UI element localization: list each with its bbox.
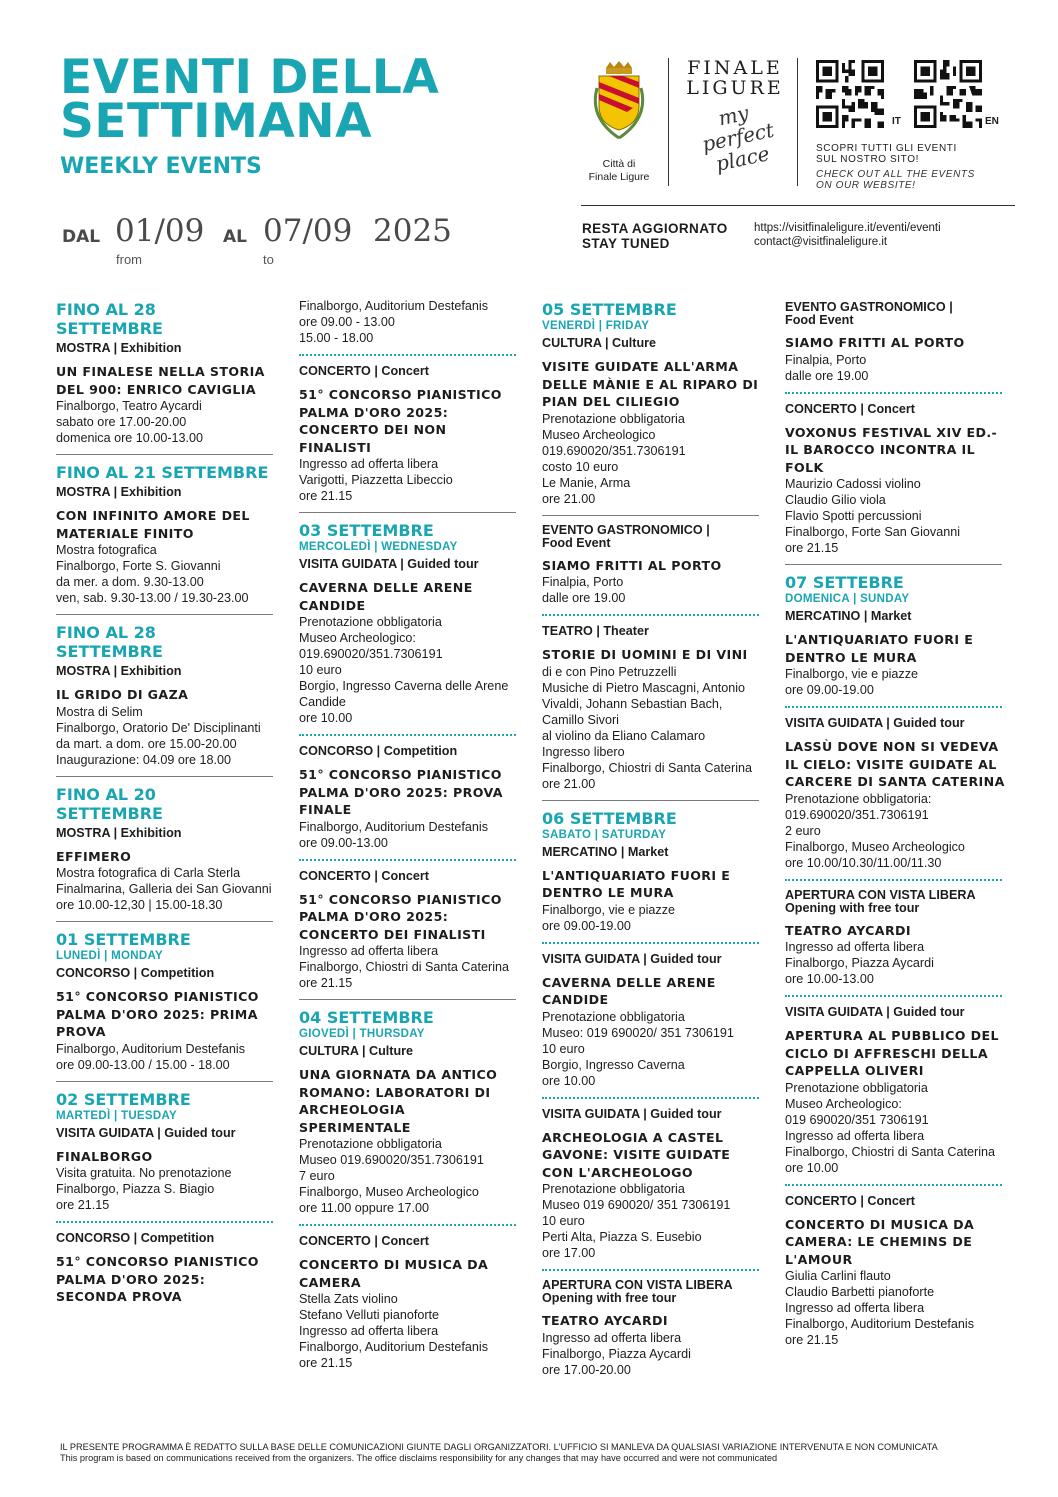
event-category: MOSTRA | Exhibition xyxy=(56,825,182,840)
al-label: AL xyxy=(223,227,247,247)
date-heading: 02 SETTEMBRE xyxy=(56,1089,191,1109)
stay-line-2: STAY TUNED xyxy=(582,236,670,251)
section-divider xyxy=(56,454,273,455)
event-title: SIAMO FRITTI AL PORTO xyxy=(785,335,965,350)
section-divider xyxy=(56,1081,273,1082)
event-category: MOSTRA | Exhibition xyxy=(56,664,182,678)
event-details: Finalborgo, Teatro Aycardi sabato ore 17.00-20.00 domenica ore 10.00-13.00 xyxy=(56,399,204,445)
event-details: Finalpia, Porto dalle ore 19.00 xyxy=(785,352,869,383)
event-details: Ingresso ad offerta libera Finalborgo, Piazza Aycardi ore 17.00-20.00 xyxy=(542,1330,691,1377)
event-details: Ingresso ad offerta libera Finalborgo, Chiostri di Santa Caterina ore 21.15 xyxy=(299,944,510,990)
date-heading: FINO AL 28 SETTEMBRE xyxy=(56,300,163,338)
event-details: Giulia Carlini flauto Claudio Barbetti pianoforte Ingresso ad offerta libera Finalborgo, Auditorium Destefanis ore 21.15 xyxy=(785,1269,975,1347)
brand-logo xyxy=(668,58,798,186)
date-range xyxy=(62,213,482,273)
event-category: CULTURA | Culture xyxy=(299,1044,414,1058)
brand-line-1: FINALE xyxy=(687,57,783,79)
section-divider xyxy=(542,515,759,516)
stay-line-1: RESTA AGGIORNATO xyxy=(582,221,728,236)
weekday-label: GIOVEDÌ | THURSDAY xyxy=(299,1028,425,1040)
event-category: MOSTRA | Exhibition xyxy=(56,341,182,355)
event-divider xyxy=(785,392,1002,394)
title-line-1: EVENTI DELLA xyxy=(60,50,440,105)
event-details: di e con Pino Petruzzelli Musiche di Pietro Mascagni, Antonio Vivaldi, Johann Sebastian Bach, Camillo Sivori al violino da Eliano Calamaro Ingresso libero Finalborgo, Chiostri di Santa Caterina ore 21.00 xyxy=(542,664,753,791)
event-details: Ingresso ad offerta libera Varigotti, Piazzetta Libeccio ore 21.15 xyxy=(299,457,453,503)
event-category: CULTURA | Culture xyxy=(542,336,657,350)
website-link[interactable]: https://visitfinaleligure.it/eventi/eventi xyxy=(754,222,941,234)
event-details: Finalborgo, vie e piazze ore 09.00-19.00 xyxy=(542,902,676,933)
event-details: Prenotazione obbligatoria Museo 019 690020/ 351 7306191 10 euro Perti Alta, Piazza S. Eusebio ore 17.00 xyxy=(542,1182,731,1260)
event-divider xyxy=(299,859,516,861)
event-details: Mostra fotografica Finalborgo, Forte S. Giovanni da mer. a dom. 9.30-13.00 ven, sab. 9.30-13.00 / 19.30-23.00 xyxy=(56,543,249,605)
event-details: Finalborgo, Auditorium Destefanis ore 09.00-13.00 / 15.00 - 18.00 xyxy=(56,1041,246,1072)
event-details: Prenotazione obbligatoria: 019.690020/351.7306191 2 euro Finalborgo, Museo Archeologico ore 10.00/10.30/11.00/11.30 xyxy=(785,791,965,870)
event-category: VISITA GUIDATA | Guided tour xyxy=(785,1005,965,1019)
event-title: LASSÙ DOVE NON SI VEDEVA IL CIELO: VISITE GUIDATE AL CARCERE DI SANTA CATERINA xyxy=(785,739,1005,789)
events-column-4 xyxy=(785,298,1005,1348)
event-details: Finalborgo, Auditorium Destefanis ore 09.00 - 13.00 15.00 - 18.00 xyxy=(299,299,489,345)
event-divider xyxy=(542,942,759,944)
event-category: VISITA GUIDATA | Guided tour xyxy=(56,1125,236,1140)
disclaimer-it: IL PRESENTE PROGRAMMA È REDATTO SULLA BASE DELLE COMUNICAZIONI GIUNTE DAGLI ORGANIZZATORI. L'UFFICIO SI MANLEVA DA QUALSIASI VARIAZIONE INTERVENUTA E NON COMUNICATA xyxy=(60,1442,938,1452)
disclaimer xyxy=(60,1442,1010,1464)
event-category: CONCORSO | Competition xyxy=(56,966,215,980)
event-divider xyxy=(542,1269,759,1271)
events-column-1 xyxy=(56,300,276,1306)
section-divider xyxy=(56,614,273,615)
from-date: 01/09 xyxy=(115,213,205,249)
date-heading: 04 SETTEMBRE xyxy=(299,1008,434,1027)
event-divider xyxy=(56,1221,273,1223)
event-divider xyxy=(542,1097,759,1099)
brand-tagline: my perfect place xyxy=(699,100,777,176)
website-promo xyxy=(816,143,1006,191)
to-label: to xyxy=(263,252,274,267)
event-category: VISITA GUIDATA | Guided tour xyxy=(299,557,479,571)
event-title: STORIE DI UOMINI E DI VINI xyxy=(542,647,748,662)
check-line-1: CHECK OUT ALL THE EVENTS xyxy=(816,169,975,180)
event-details: Mostra di Selim Finalborgo, Oratorio De' Disciplinanti da mart. a dom. ore 15.00-20.00 Inaugurazione: 04.09 ore 18.00 xyxy=(56,704,261,767)
header-divider xyxy=(581,205,1015,206)
event-category: APERTURA CON VISTA LIBERA Opening with free tour xyxy=(542,1278,733,1305)
year: 2025 xyxy=(373,213,452,249)
date-heading: 03 SETTEMBRE xyxy=(299,521,434,540)
section-divider xyxy=(56,921,273,922)
event-title: TEATRO AYCARDI xyxy=(542,1313,668,1328)
event-title: VISITE GUIDATE ALL'ARMA DELLE MÀNIE E AL RIPARO DI PIAN DEL CILIEGIO xyxy=(542,359,759,409)
event-details: Prenotazione obbligatoria Museo Archeologico: 019.690020/351.7306191 10 euro Borgio, Ingresso Caverna delle Arene Candide ore 10.00 xyxy=(299,615,509,725)
event-details: Visita gratuita. No prenotazione Finalborgo, Piazza S. Biagio ore 21.15 xyxy=(56,1166,232,1212)
weekday-label: VENERDÌ | FRIDAY xyxy=(542,320,650,332)
event-title: FINALBORGO xyxy=(56,1148,153,1164)
section-divider xyxy=(785,564,1002,565)
event-category: EVENTO GASTRONOMICO | Food Event xyxy=(785,300,953,327)
contact-links xyxy=(754,221,941,249)
event-title: L'ANTIQUARIATO FUORI E DENTRO LE MURA xyxy=(542,867,731,900)
event-title: UNA GIORNATA DA ANTICO ROMANO: LABORATORI DI ARCHEOLOGIA SPERIMENTALE xyxy=(299,1067,498,1135)
event-category: CONCORSO | Competition xyxy=(299,744,458,758)
event-details: Maurizio Cadossi violino Claudio Gilio viola Flavio Spotti percussioni Finalborgo, Forte San Giovanni ore 21.15 xyxy=(785,477,961,555)
event-title: CAVERNA DELLE ARENE CANDIDE xyxy=(542,974,716,1007)
weekday-label: DOMENICA | SUNDAY xyxy=(785,593,910,605)
event-title: IL GRIDO DI GAZA xyxy=(56,687,189,702)
event-details: Mostra fotografica di Carla Sterla Finalmarina, Galleria dei San Giovanni ore 10.00-12,30 | 15.00-18.30 xyxy=(56,866,272,912)
event-category: CONCERTO | Concert xyxy=(785,401,915,416)
date-heading: 01 SETTEMBRE xyxy=(56,930,191,949)
date-heading: FINO AL 21 SETTEMBRE xyxy=(56,463,269,482)
section-divider xyxy=(299,999,516,1000)
section-divider xyxy=(299,512,516,513)
event-details: Prenotazione obbligatoria Museo 019.690020/351.7306191 7 euro Finalborgo, Museo Archeologico ore 11.00 oppure 17.00 xyxy=(299,1137,484,1215)
date-heading: 07 SETTEBRE xyxy=(785,573,904,592)
event-title: EFFIMERO xyxy=(56,848,132,864)
scopri-line-1: SCOPRI TUTTI GLI EVENTI xyxy=(816,143,957,154)
event-category: CONCERTO | Concert xyxy=(299,1234,429,1248)
title-line-2: SETTIMANA xyxy=(60,94,372,149)
event-details: Ingresso ad offerta libera Finalborgo, Piazza Aycardi ore 10.00-13.00 xyxy=(785,940,934,986)
weekday-label: LUNEDÌ | MONDAY xyxy=(56,950,163,962)
section-divider xyxy=(542,800,759,801)
event-title: 51° CONCORSO PIANISTICO PALMA D'ORO 2025: PROVA FINALE xyxy=(299,767,503,817)
events-column-2 xyxy=(299,298,519,1371)
event-category: CONCERTO | Concert xyxy=(299,868,429,883)
scopri-line-2: SUL NOSTRO SITO! xyxy=(816,154,919,165)
date-heading: 05 SETTEMBRE xyxy=(542,300,677,319)
event-category: EVENTO GASTRONOMICO | Food Event xyxy=(542,522,710,550)
event-details: Finalpia, Porto dalle ore 19.00 xyxy=(542,575,626,605)
event-title: CON INFINITO AMORE DEL MATERIALE FINITO xyxy=(56,508,250,541)
weekday-label: MERCOLEDÌ | WEDNESDAY xyxy=(299,541,458,553)
event-category: VISITA GUIDATA | Guided tour xyxy=(542,951,722,966)
date-heading: 06 SETTEMBRE xyxy=(542,808,677,828)
event-title: CONCERTO DI MUSICA DA CAMERA: LE CHEMINS DE L'AMOUR xyxy=(785,1216,975,1267)
event-title: TEATRO AYCARDI xyxy=(785,922,911,938)
events-column-3 xyxy=(542,300,762,1378)
event-details: Prenotazione obbligatoria Museo: 019 690020/ 351 7306191 10 euro Borgio, Ingresso Caverna ore 10.00 xyxy=(542,1009,734,1088)
event-title: VOXONUS FESTIVAL XIV ED.- IL BAROCCO INCONTRA IL FOLK xyxy=(785,424,998,475)
weekday-label: MARTEDÌ | TUESDAY xyxy=(56,1109,177,1122)
to-date: 07/09 xyxy=(263,213,353,249)
event-title: 51° CONCORSO PIANISTICO PALMA D'ORO 2025: CONCERTO DEI FINALISTI xyxy=(299,891,502,942)
event-category: CONCERTO | Concert xyxy=(785,1193,915,1208)
page-title xyxy=(60,50,540,179)
date-heading: FINO AL 20 SETTEMBRE xyxy=(56,784,163,823)
event-category: CONCORSO | Competition xyxy=(56,1231,215,1245)
check-line-2: ON OUR WEBSITE! xyxy=(816,180,916,191)
disclaimer-en: This program is based on communications received from the organizers. The office disclaims responsibility for any changes that may have occurred and were not communicated xyxy=(60,1453,778,1463)
event-title: L'ANTIQUARIATO FUORI E DENTRO LE MURA xyxy=(785,632,974,665)
event-category: MERCATINO | Market xyxy=(542,844,669,859)
from-label: from xyxy=(116,252,142,267)
event-divider xyxy=(299,1224,516,1226)
event-category: VISITA GUIDATA | Guided tour xyxy=(542,1106,722,1121)
qr-code-en-icon[interactable] xyxy=(914,60,982,128)
event-title: 51° CONCORSO PIANISTICO PALMA D'ORO 2025: CONCERTO DEI NON FINALISTI xyxy=(299,387,502,455)
event-divider xyxy=(299,734,516,736)
event-title: APERTURA AL PUBBLICO DEL CICLO DI AFFRESCHI DELLA CAPPELLA OLIVERI xyxy=(785,1028,999,1078)
event-title: 51° CONCORSO PIANISTICO PALMA D'ORO 2025: PRIMA PROVA xyxy=(56,989,259,1039)
event-divider xyxy=(785,879,1002,881)
event-title: SIAMO FRITTI AL PORTO xyxy=(542,557,722,573)
event-category: MOSTRA | Exhibition xyxy=(56,485,182,499)
date-heading: FINO AL 28 SETTEMBRE xyxy=(56,623,163,661)
event-title: CAVERNA DELLE ARENE CANDIDE xyxy=(299,580,473,613)
event-title: ARCHEOLOGIA A CASTEL GAVONE: VISITE GUIDATE CON L'ARCHEOLOGO xyxy=(542,1129,731,1180)
city-label-2: Finale Ligure xyxy=(588,171,650,183)
event-title: 51° CONCORSO PIANISTICO PALMA D'ORO 2025: SECONDA PROVA xyxy=(56,1254,259,1304)
event-details: Prenotazione obbligatoria Museo Archeologico: 019 690020/351 7306191 Ingresso ad offerta libera Finalborgo, Chiostri di Santa Caterina ore 10.00 xyxy=(785,1080,996,1175)
city-crest xyxy=(581,58,657,188)
event-category: TEATRO | Theater xyxy=(542,624,649,638)
event-divider xyxy=(785,995,1002,997)
event-title: UN FINALESE NELLA STORIA DEL 900: ENRICO CAVIGLIA xyxy=(56,364,265,397)
city-label-1: Città di xyxy=(602,158,636,170)
event-details: Stella Zats violino Stefano Velluti pianoforte Ingresso ad offerta libera Finalborgo, Auditorium Destefanis ore 21.15 xyxy=(299,1292,489,1370)
crest-icon xyxy=(589,58,649,153)
event-title: CONCERTO DI MUSICA DA CAMERA xyxy=(299,1257,489,1290)
email-link[interactable]: contact@visitfinaleligure.it xyxy=(754,236,888,248)
subtitle: WEEKLY EVENTS xyxy=(60,154,262,179)
weekday-label: SABATO | SATURDAY xyxy=(542,828,667,841)
qr-it-label: IT xyxy=(892,116,901,127)
event-details: Prenotazione obbligatoria Museo Archeologico 019.690020/351.7306191 costo 10 euro Le Manie, Arma ore 21.00 xyxy=(542,411,686,506)
section-divider xyxy=(56,776,273,777)
qr-code-it-icon[interactable] xyxy=(816,60,884,128)
event-divider xyxy=(785,706,1002,708)
event-category: CONCERTO | Concert xyxy=(299,364,429,378)
event-category: APERTURA CON VISTA LIBERA Opening with free tour xyxy=(785,887,976,915)
event-details: Finalborgo, Auditorium Destefanis ore 09.00-13.00 xyxy=(299,819,489,850)
qr-en-label: EN xyxy=(985,116,999,127)
stay-tuned xyxy=(582,221,728,251)
event-category: VISITA GUIDATA | Guided tour xyxy=(785,716,965,730)
brand-line-2: LIGURE xyxy=(686,77,784,99)
event-divider xyxy=(785,1184,1002,1186)
dal-label: DAL xyxy=(62,227,101,247)
event-divider xyxy=(299,354,516,356)
event-details: Finalborgo, vie e piazze ore 09.00-19.00 xyxy=(785,667,919,697)
event-category: MERCATINO | Market xyxy=(785,609,912,623)
event-divider xyxy=(542,614,759,616)
